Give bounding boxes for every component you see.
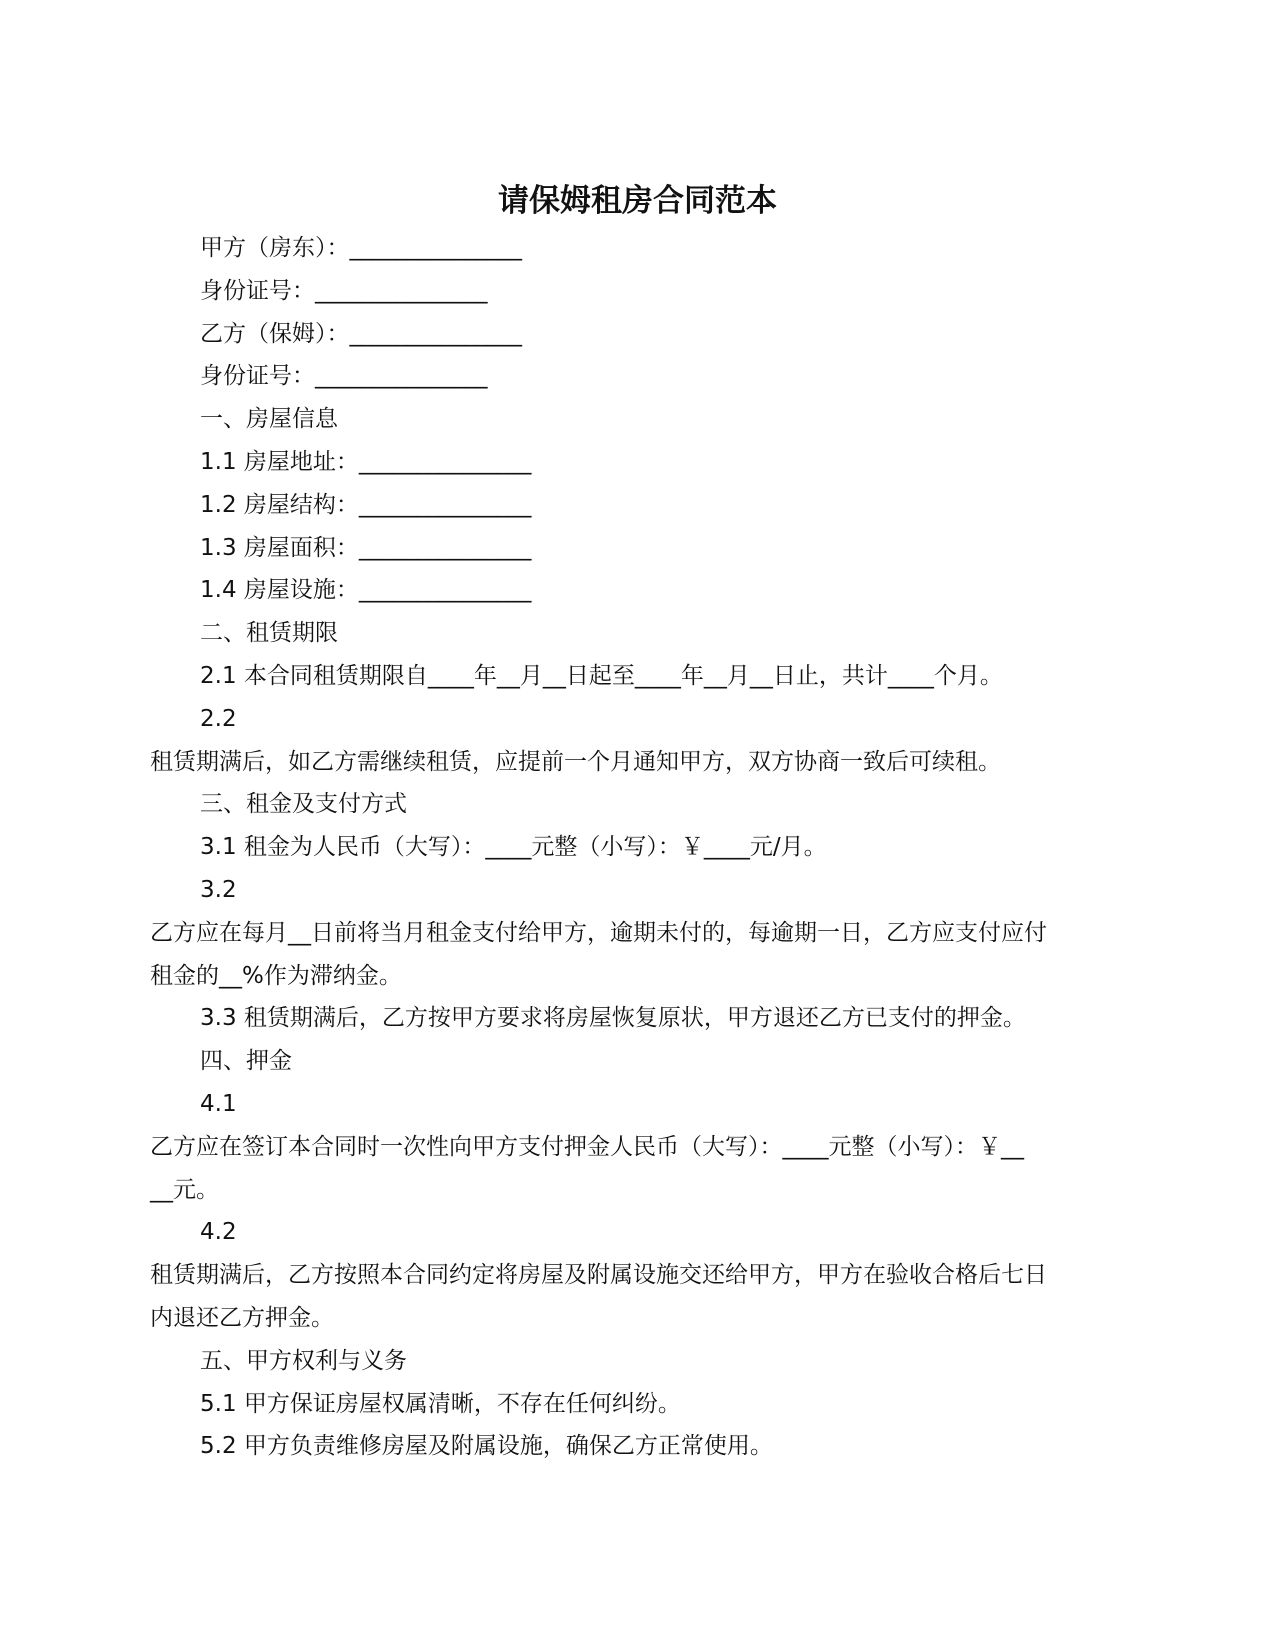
party-b-id-line: 身份证号：_______________ (200, 363, 488, 390)
party-a-landlord-line: 甲方（房东）：_______________ (200, 235, 522, 261)
clause-2-1: 2.1 本合同租赁期限自____年__月__日起至____年__月__日止，共计____个月。 (200, 662, 1003, 689)
clause-3-2-number: 3.2 (200, 876, 237, 903)
clause-4-1-text-line-1: 乙方应在签订本合同时一次性向甲方支付押金人民币（大写）：____元整（小写）：￥__ (150, 1133, 1024, 1160)
clause-3-2-text-line-1: 乙方应在每月__日前将当月租金支付给甲方，逾期未付的，每逾期一日，乙方应支付应付 (150, 919, 1047, 946)
clause-1-4: 1.4 房屋设施：_______________ (200, 577, 532, 604)
clause-1-1: 1.1 房屋地址：_______________ (200, 448, 532, 475)
clause-4-2-text-line-2: 内退还乙方押金。 (150, 1304, 334, 1331)
clause-4-1-text-line-2: __元。 (150, 1176, 219, 1203)
clause-4-1-number: 4.1 (200, 1090, 237, 1117)
clause-2-2-text: 租赁期满后，如乙方需继续租赁，应提前一个月通知甲方，双方协商一致后可续租。 (150, 748, 1001, 775)
section-1-heading: 一、房屋信息 (200, 406, 338, 433)
clause-1-3: 1.3 房屋面积：_______________ (200, 534, 532, 561)
clause-4-2-number: 4.2 (200, 1219, 237, 1246)
party-b-nanny-line: 乙方（保姆）：_______________ (200, 320, 522, 347)
section-5-heading: 五、甲方权利与义务 (200, 1347, 407, 1374)
document-title: 请保姆租房合同范本 (498, 183, 777, 219)
section-2-heading: 二、租赁期限 (200, 620, 338, 647)
clause-5-2: 5.2 甲方负责维修房屋及附属设施，确保乙方正常使用。 (200, 1433, 773, 1460)
clause-1-2: 1.2 房屋结构：_______________ (200, 491, 532, 518)
section-3-heading: 三、租金及支付方式 (200, 791, 407, 818)
party-a-id-line: 身份证号：_______________ (200, 277, 488, 304)
clause-3-1: 3.1 租金为人民币（大写）：____元整（小写）：￥____元/月。 (200, 834, 827, 861)
section-4-heading: 四、押金 (200, 1048, 292, 1075)
clause-3-2-text-line-2: 租金的__%作为滞纳金。 (150, 962, 402, 989)
clause-5-1: 5.1 甲方保证房屋权属清晰，不存在任何纠纷。 (200, 1390, 681, 1417)
document-page (150, 180, 1125, 1468)
clause-3-3: 3.3 租赁期满后，乙方按甲方要求将房屋恢复原状，甲方退还乙方已支付的押金。 (200, 1005, 1026, 1032)
clause-4-2-text-line-1: 租赁期满后，乙方按照本合同约定将房屋及附属设施交还给甲方，甲方在验收合格后七日 (150, 1262, 1047, 1289)
clause-2-2-number: 2.2 (200, 705, 237, 732)
